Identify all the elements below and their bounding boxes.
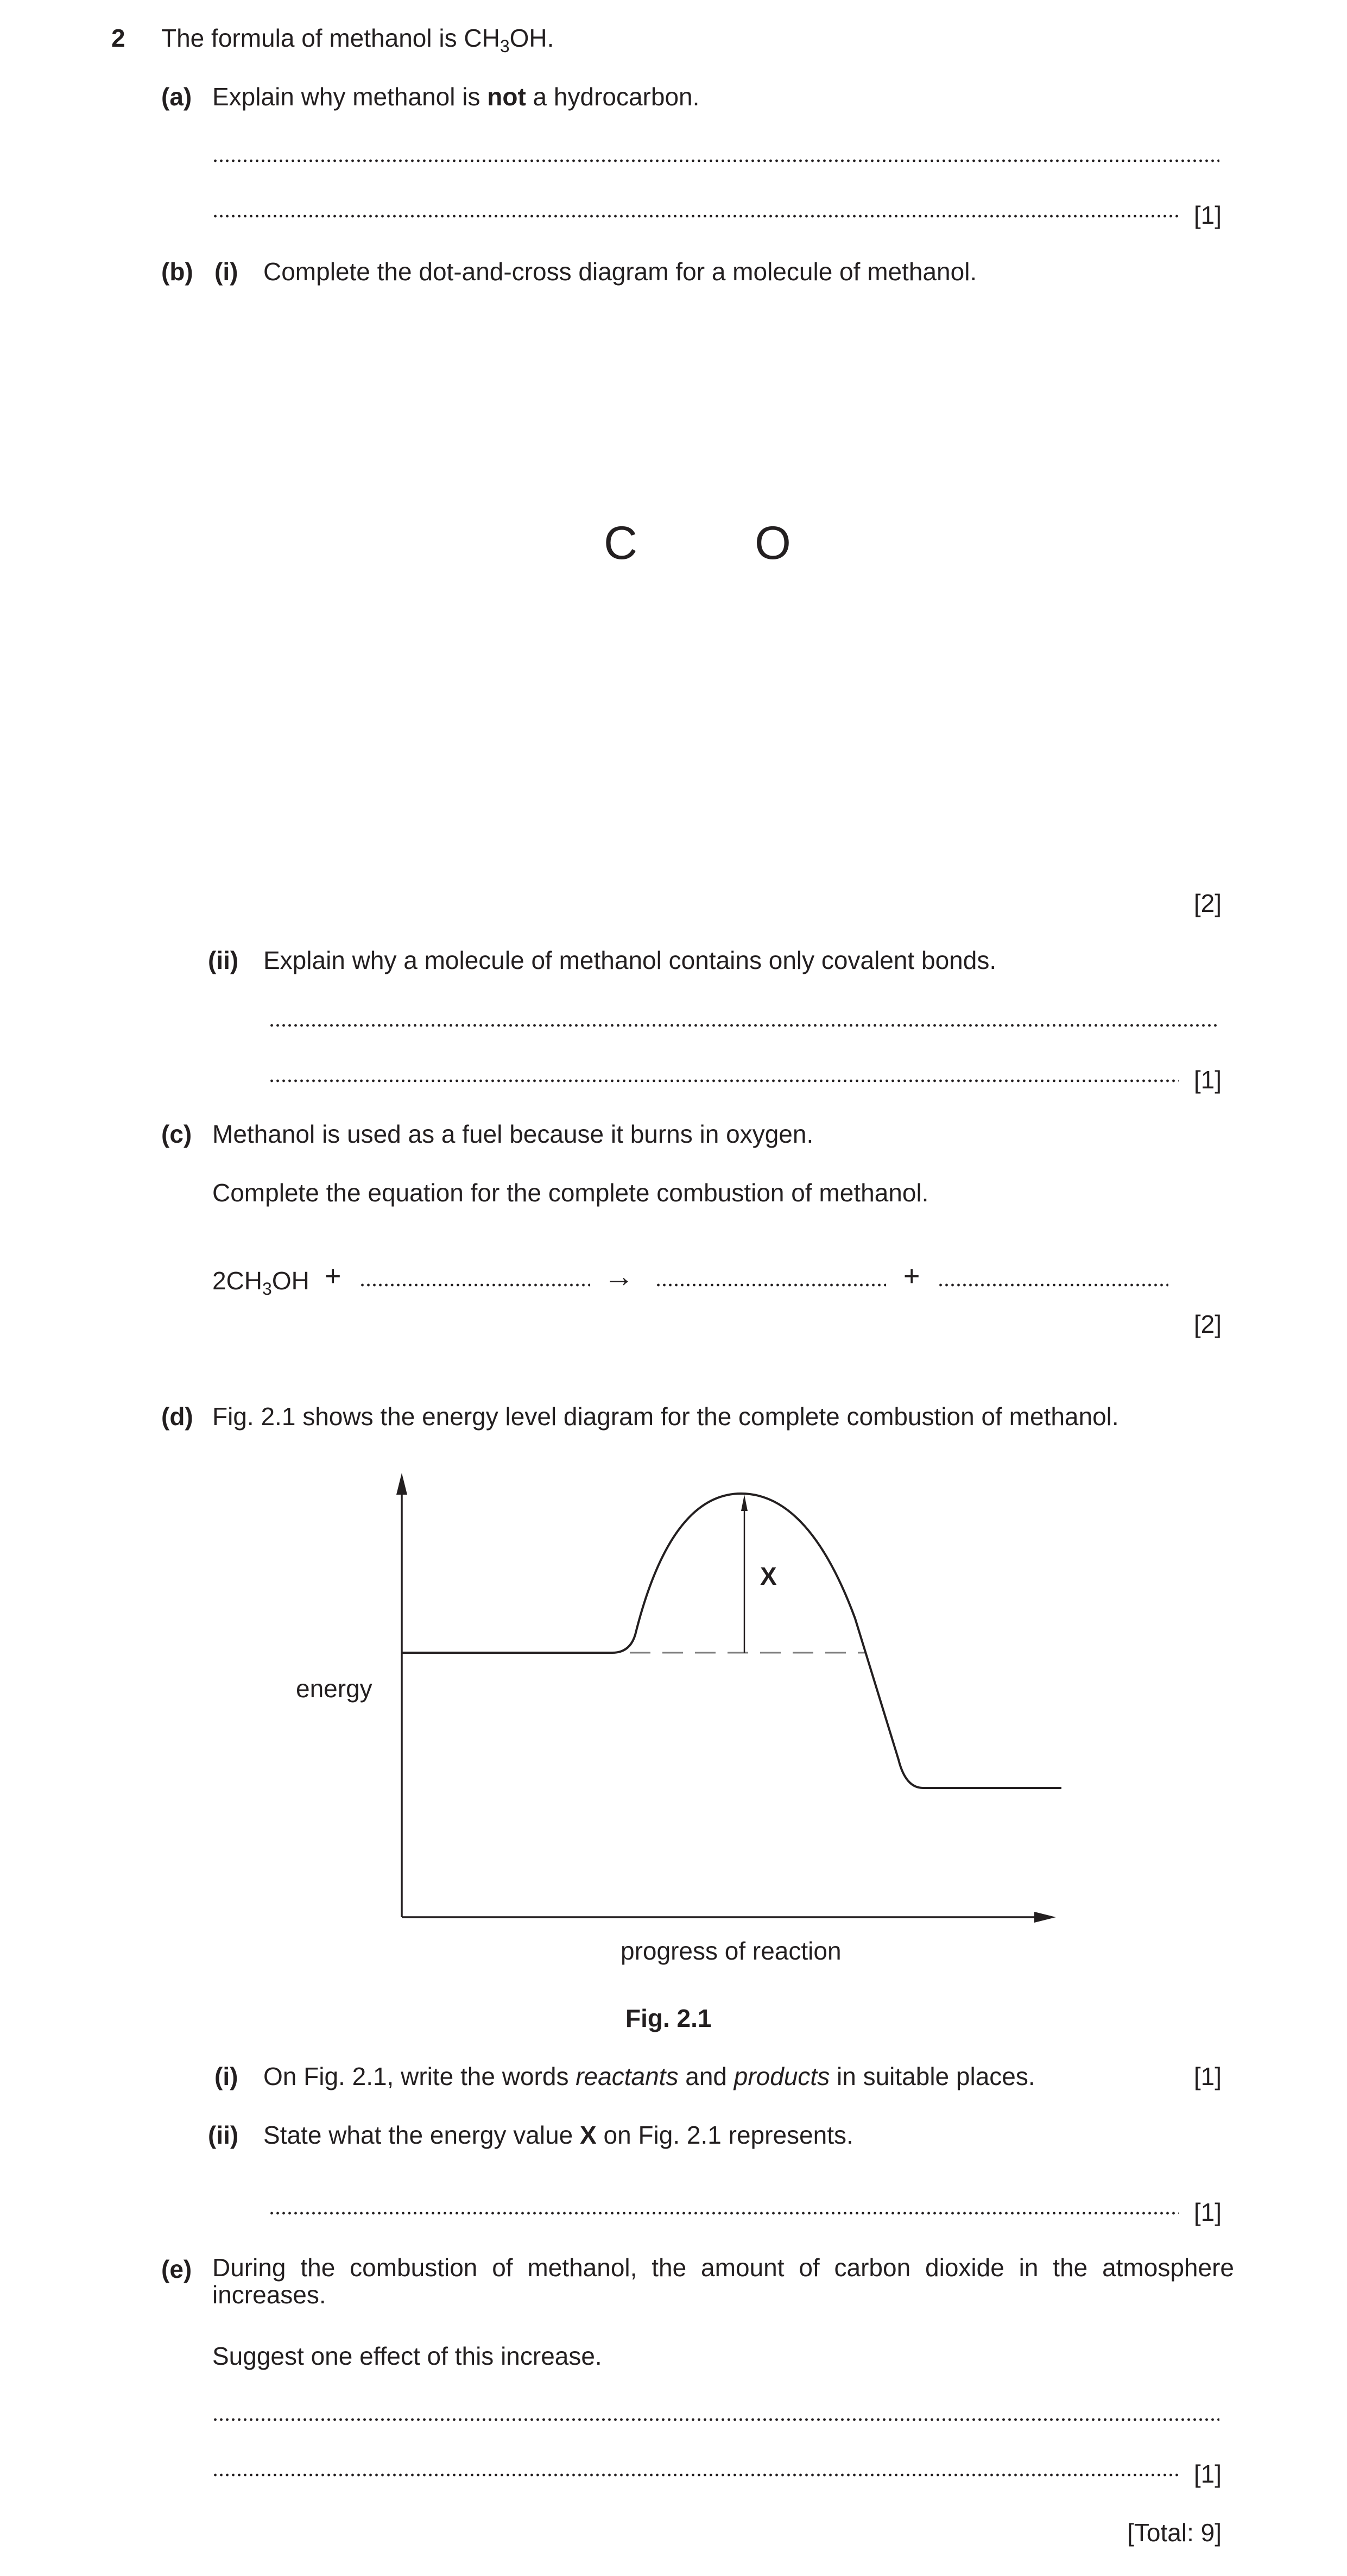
total-marks: [Total: 9]: [1127, 2518, 1222, 2547]
intro-text-post: OH.: [509, 24, 554, 52]
part-d-i-reactants: reactants: [576, 2062, 679, 2090]
part-a-text-bold: not: [487, 83, 526, 111]
part-a-text-post: a hydrocarbon.: [526, 83, 700, 111]
figure-caption: Fig. 2.1: [625, 2004, 712, 2032]
part-d-i-text: [263, 2061, 1035, 2092]
part-d-i-text-pre: On Fig. 2.1, write the words: [263, 2062, 576, 2090]
question-number: 2: [111, 24, 125, 52]
atom-oxygen: O: [755, 517, 791, 569]
part-d-ii-text-post: on Fig. 2.1 represents.: [596, 2121, 853, 2149]
part-e-text: During the combustion of methanol, the amount of carbon dioxide in the atmosphere increases.: [212, 2253, 1234, 2309]
part-e-label: (e): [161, 2255, 192, 2283]
label-x: X: [760, 1562, 777, 1590]
part-b-ii-label: (ii): [208, 946, 239, 974]
part-d-i-marks: [1]: [1193, 2062, 1222, 2090]
x-axis-arrowhead: [1034, 1912, 1056, 1923]
part-e-marks: [1]: [1193, 2460, 1222, 2488]
equation-plus-2: +: [903, 1261, 920, 1292]
part-a-label: (a): [161, 83, 192, 111]
part-b-ii-marks: [1]: [1193, 1066, 1222, 1094]
part-d-i-products: products: [733, 2062, 830, 2090]
part-d-ii-answer-line[interactable]: [269, 2212, 1179, 2215]
equation-pre: 2CH: [212, 1267, 263, 1295]
part-b-i-text: Complete the dot-and-cross diagram for a molecule of methanol.: [263, 257, 977, 286]
intro-text-pre: The formula of methanol is CH: [161, 24, 500, 52]
part-d-ii-marks: [1]: [1193, 2198, 1222, 2226]
part-d-i-text-mid: and: [678, 2062, 734, 2090]
part-d-ii-text: [263, 2120, 853, 2150]
y-axis-label: energy: [296, 1674, 372, 1703]
equation-subscript: 3: [262, 1279, 272, 1299]
equation-post: OH: [271, 1267, 309, 1295]
part-c-text-2: Complete the equation for the complete combustion of methanol.: [212, 1179, 929, 1207]
part-a-marks: [1]: [1193, 201, 1222, 229]
energy-profile-curve: [402, 1494, 1061, 1788]
part-b-i-label: (i): [214, 257, 238, 286]
activation-arrowhead: [741, 1495, 748, 1511]
atom-carbon: C: [604, 517, 638, 569]
part-c-label: (c): [161, 1120, 192, 1148]
part-e-text-2: Suggest one effect of this increase.: [212, 2342, 602, 2370]
part-b-i-marks: [2]: [1193, 889, 1222, 917]
equation-plus-1: +: [325, 1261, 342, 1292]
part-c-marks: [2]: [1193, 1310, 1222, 1338]
intro-subscript: 3: [499, 36, 510, 56]
y-axis-arrowhead: [396, 1473, 407, 1495]
part-e-answer-line-1[interactable]: [212, 2418, 1219, 2421]
part-d-i-label: (i): [214, 2062, 238, 2090]
part-d-i-text-post: in suitable places.: [830, 2062, 1035, 2090]
part-b-ii-text: Explain why a molecule of methanol contains only covalent bonds.: [263, 946, 997, 974]
part-d-ii-text-bold: X: [580, 2121, 597, 2149]
part-d-ii-text-pre: State what the energy value: [263, 2121, 580, 2149]
part-a-text-pre: Explain why methanol is: [212, 83, 488, 111]
equation-arrow: →: [604, 1259, 634, 1293]
part-d-ii-label: (ii): [208, 2121, 239, 2149]
part-e-answer-line-2[interactable]: [212, 2473, 1179, 2477]
part-d-label: (d): [161, 1402, 193, 1431]
part-c-text-1: Methanol is used as a fuel because it burns in oxygen.: [212, 1120, 814, 1148]
part-b-label: (b): [161, 257, 193, 286]
x-axis-label: progress of reaction: [621, 1937, 842, 1965]
part-d-text: Fig. 2.1 shows the energy level diagram for the complete combustion of methanol.: [212, 1402, 1119, 1431]
